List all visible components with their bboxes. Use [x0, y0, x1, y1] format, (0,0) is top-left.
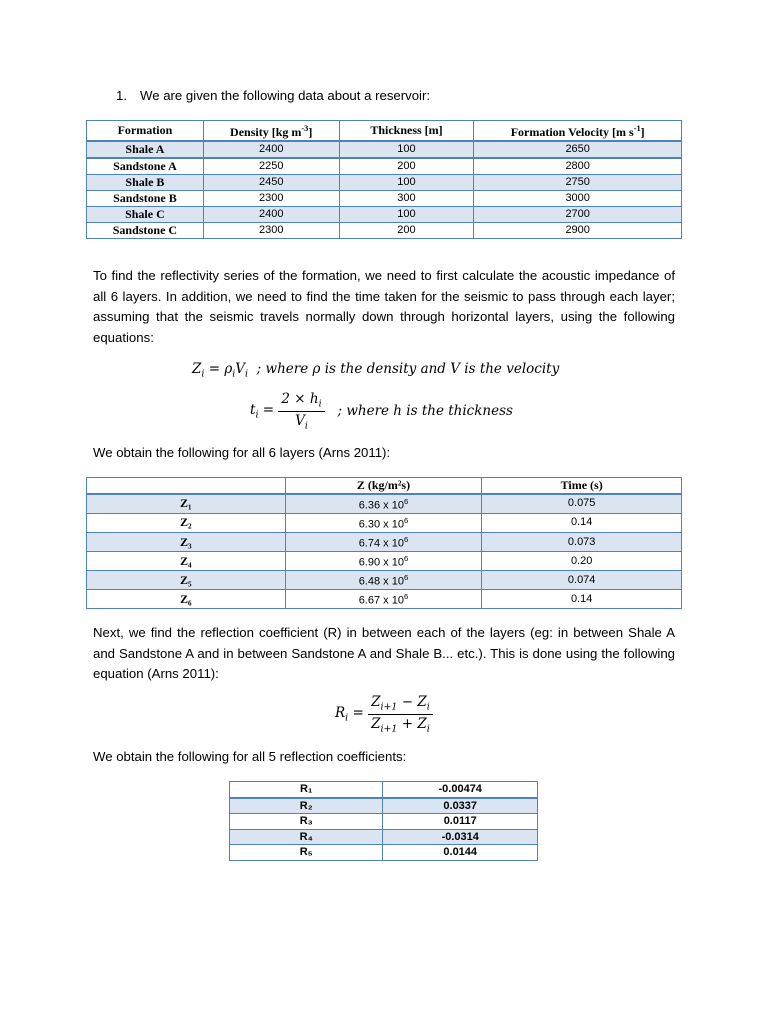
- thickness-cell: 200: [339, 158, 474, 175]
- time-equation: $t_i$ = $\frac{2 \times h_i}{V_i}$ ; where h is the thickness: [250, 391, 513, 432]
- thickness-cell: 100: [339, 175, 474, 191]
- thickness-cell: 100: [339, 141, 474, 158]
- header-velocity: Formation Velocity [m $s^{-1}$]: [474, 121, 682, 142]
- table-row: [87, 207, 682, 223]
- paragraph-reflection-intro: Next, we find the reflection coefficient (R) in between each of the layers (eg: in between Shale A and Sandstone A and in between Sandstone A and Shale B... etc.). This is done using the following equation (Arns 2011):: [93, 625, 675, 681]
- reflection-equation: $R_i$ = $\frac{Z_{i+1} - Z_i}{Z_{i+1} + Z_i}$: [335, 694, 433, 734]
- table-row: [230, 782, 538, 798]
- velocity-cell: 2650: [474, 141, 682, 158]
- header-time: Time (s): [482, 478, 682, 494]
- velocity-cell: 2700: [474, 207, 682, 223]
- table-row: [87, 191, 682, 207]
- coefficient-label: R₁: [230, 782, 383, 798]
- formation-cell: Shale C: [87, 207, 204, 223]
- impedance-cell: 6.36 x $10^6$: [285, 494, 482, 514]
- velocity-cell: 2900: [474, 223, 682, 239]
- formation-cell: Sandstone B: [87, 191, 204, 207]
- impedance-table: [86, 477, 682, 609]
- density-cell: 2450: [203, 175, 339, 191]
- coefficient-label: R₂: [230, 798, 383, 814]
- coefficient-value: 0.0117: [383, 814, 538, 830]
- density-cell: 2250: [203, 158, 339, 175]
- question-line: [116, 88, 430, 103]
- formation-cell: Sandstone C: [87, 223, 204, 239]
- layer-cell: Z₂: [87, 513, 286, 532]
- header-blank: [87, 478, 286, 494]
- time-cell: 0.073: [482, 532, 682, 551]
- table-row: [230, 798, 538, 814]
- coefficient-value: -0.0314: [383, 829, 538, 845]
- impedance-cell: 6.30 x $10^6$: [285, 513, 482, 532]
- header-impedance: Z (kg/m²s): [285, 478, 482, 494]
- density-cell: 2300: [203, 223, 339, 239]
- reflection-fraction: $\frac{Z_{i+1} - Z_i}{Z_{i+1} + Z_i}$: [368, 694, 433, 734]
- table-row: [87, 494, 682, 514]
- layer-cell: Z₄: [87, 551, 286, 570]
- question-text: We are given the following data about a reservoir:: [140, 88, 431, 103]
- time-cell: 0.14: [482, 590, 682, 609]
- time-cell: 0.20: [482, 551, 682, 570]
- thickness-cell: 300: [339, 191, 474, 207]
- impedance-equation: $Z_i = \rho_iV_i$ ; where ρ is the density and V is the velocity: [192, 361, 560, 380]
- table-row: [230, 829, 538, 845]
- coefficient-value: -0.00474: [383, 782, 538, 798]
- formation-cell: Sandstone A: [87, 158, 204, 175]
- equation-note: ; where h is the thickness: [337, 403, 513, 420]
- time-fraction: $\frac{2 \times h_i}{V_i}$: [278, 391, 324, 431]
- table-row: [87, 532, 682, 551]
- paragraph-layers-intro: We obtain the following for all 6 layers (Arns 2011):: [93, 445, 391, 460]
- table-row: [87, 141, 682, 158]
- coefficient-value: 0.0144: [383, 845, 538, 861]
- coefficient-label: R₄: [230, 829, 383, 845]
- time-cell: 0.075: [482, 494, 682, 514]
- layer-cell: Z₃: [87, 532, 286, 551]
- thickness-cell: 200: [339, 223, 474, 239]
- impedance-cell: 6.48 x $10^6$: [285, 571, 482, 590]
- equation-note: ; where ρ is the density and V is the velocity: [256, 361, 560, 377]
- table-row: [87, 175, 682, 191]
- time-cell: 0.074: [482, 571, 682, 590]
- density-cell: 2400: [203, 207, 339, 223]
- table-row: [87, 590, 682, 609]
- layer-cell: Z₁: [87, 494, 286, 514]
- table-row: [87, 223, 682, 239]
- impedance-cell: 6.90 x $10^6$: [285, 551, 482, 570]
- table-row: [87, 571, 682, 590]
- paragraph-coefficients-intro: We obtain the following for all 5 reflection coefficients:: [93, 749, 407, 764]
- formation-cell: Shale B: [87, 175, 204, 191]
- table-row: [87, 158, 682, 175]
- velocity-cell: 2800: [474, 158, 682, 175]
- velocity-cell: 3000: [474, 191, 682, 207]
- header-density: Density [kg $m^{-3}$]: [203, 121, 339, 142]
- header-formation: Formation: [87, 121, 204, 142]
- impedance-cell: 6.74 x $10^6$: [285, 532, 482, 551]
- table-row: [87, 551, 682, 570]
- coefficient-label: R₃: [230, 814, 383, 830]
- table-row: [87, 513, 682, 532]
- density-cell: 2300: [203, 191, 339, 207]
- formation-cell: Shale A: [87, 141, 204, 158]
- velocity-cell: 2750: [474, 175, 682, 191]
- table-row: [230, 814, 538, 830]
- table-row: [230, 845, 538, 861]
- coefficient-value: 0.0337: [383, 798, 538, 814]
- density-cell: 2400: [203, 141, 339, 158]
- coefficient-label: R₅: [230, 845, 383, 861]
- layer-cell: Z₅: [87, 571, 286, 590]
- layer-cell: Z₆: [87, 590, 286, 609]
- reflection-table: [229, 781, 538, 861]
- reservoir-table: [86, 120, 682, 239]
- paragraph-impedance-intro: To find the reflectivity series of the formation, we need to first calculate the acoustic impedance of all 6 layers. In addition, we need to find the time taken for the seismic to pass through each layer; assuming that the seismic travels normally down through horizontal layers, using the following equations:: [93, 268, 675, 345]
- thickness-cell: 100: [339, 207, 474, 223]
- impedance-cell: 6.67 x $10^6$: [285, 590, 482, 609]
- question-number: 1.: [116, 88, 127, 103]
- header-thickness: Thickness [m]: [339, 121, 474, 142]
- time-cell: 0.14: [482, 513, 682, 532]
